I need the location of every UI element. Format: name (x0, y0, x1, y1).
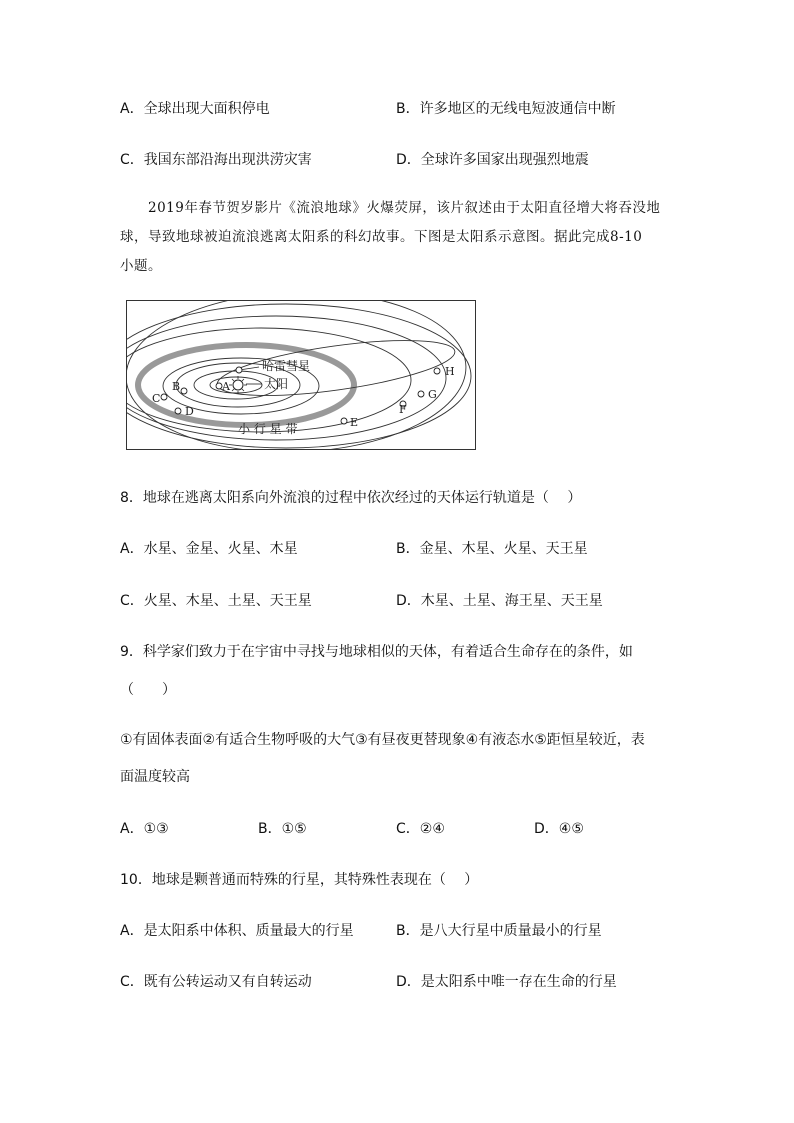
q9-stem: 9．科学家们致力于在宇宙中寻找与地球相似的天体，有着适合生命存在的条件，如 (120, 644, 633, 660)
label-b: B (172, 380, 181, 393)
passage-line-1: 2019年春节贺岁影片《流浪地球》火爆荧屏，该片叙述由于太阳直径增大将吞没地 (148, 200, 661, 216)
planet-h (434, 368, 440, 374)
q10-option-d: D．是太阳系中唯一存在生命的行星 (396, 974, 617, 990)
q7-option-c: C．我国东部沿海出现洪涝灾害 (120, 152, 312, 168)
q9-option-a: A．①③ (120, 821, 169, 837)
q7-option-b: B．许多地区的无线电短波通信中断 (396, 101, 616, 117)
passage-line-2: 球，导致地球被迫流浪逃离太阳系的科幻故事。下图是太阳系示意图。据此完成8-10 (120, 229, 643, 245)
q8-option-d: D．木星、土星、海王星、天王星 (396, 593, 603, 609)
comet-icon (236, 367, 242, 373)
label-h: H (445, 365, 455, 378)
solar-system-diagram (126, 300, 476, 450)
q9-option-b: B．①⑤ (258, 821, 307, 837)
label-d: D (185, 405, 194, 418)
q10-stem: 10．地球是颗普通而特殊的行星，其特殊性表现在（ ） (120, 872, 479, 888)
q7-option-d: D．全球许多国家出现强烈地震 (396, 152, 589, 168)
q9-option-d: D．④⑤ (534, 821, 584, 837)
q8-stem: 8．地球在逃离太阳系向外流浪的过程中依次经过的天体运行轨道是（ ） (120, 490, 582, 506)
q9-conditions-line-2: 面温度较高 (120, 769, 190, 785)
q9-option-c: C．②④ (396, 821, 445, 837)
q9-stem-bracket: （ ） (120, 682, 176, 698)
label-c: C (152, 392, 161, 405)
label-f: F (399, 403, 407, 416)
solar-system-svg (126, 300, 476, 450)
q10-option-b: B．是八大行星中质量最小的行星 (396, 923, 602, 939)
planet-d (175, 408, 181, 414)
label-halley-comet: 哈雷彗星 (262, 359, 311, 373)
q8-option-a: A．水星、金星、火星、木星 (120, 541, 298, 557)
diagram-frame (127, 301, 476, 450)
label-e: E (350, 416, 359, 429)
q7-option-a: A．全球出现大面积停电 (120, 101, 270, 117)
q10-option-c: C．既有公转运动又有自转运动 (120, 974, 312, 990)
q8-option-c: C．火星、木星、土星、天王星 (120, 593, 312, 609)
planet-e (341, 418, 347, 424)
q10-option-a: A．是太阳系中体积、质量最大的行星 (120, 923, 354, 939)
planet-g (418, 391, 424, 397)
planet-c (161, 394, 167, 400)
label-a: A (222, 380, 230, 393)
q9-conditions-line-1: ①有固体表面②有适合生物呼吸的大气③有昼夜更替现象④有液态水⑤距恒星较近，表 (120, 732, 645, 748)
label-asteroid-belt: 小 行 星 带 (238, 422, 298, 436)
passage-line-3: 小题。 (120, 258, 162, 274)
label-g: G (428, 388, 437, 401)
q8-option-b: B．金星、木星、火星、天王星 (396, 541, 588, 557)
label-sun: 太阳 (264, 377, 289, 391)
planet-b (181, 388, 187, 394)
